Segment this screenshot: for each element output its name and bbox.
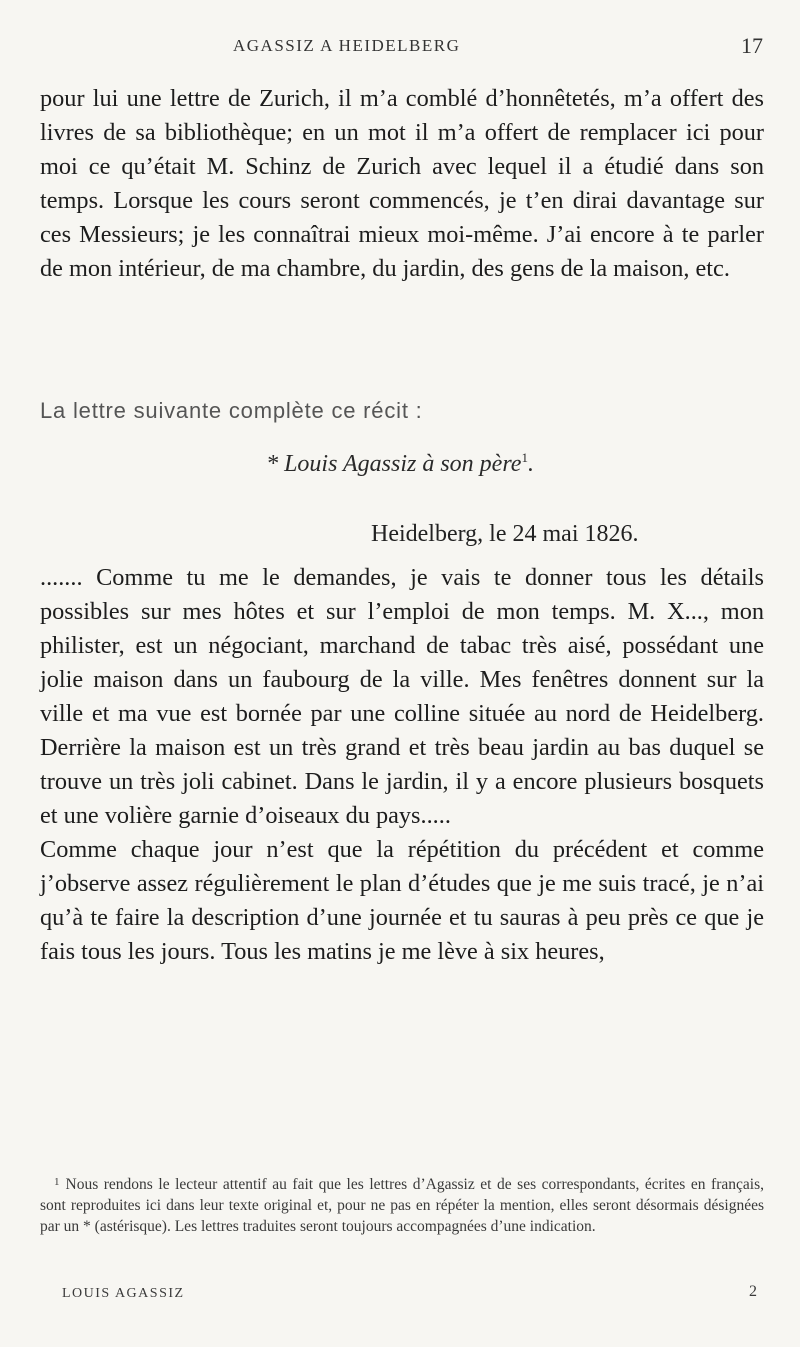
footnote <box>40 1172 764 1237</box>
footnote-text: Nous rendons le lecteur attentif au fait que les lettres d’Agassiz et de ses correspondants, écrites en français, sont reproduites ici dans leur texte original et, pour ne pas en répéter la mention, elles seront désormais désignées par un * (astérisque). Les lettres traduites seront toujours accompagnées d’une indication. <box>40 1176 764 1235</box>
letter-heading-text: * Louis Agassiz à son père <box>266 451 522 477</box>
signature-number: 2 <box>749 1283 757 1300</box>
letter-paragraph: ....... Comme tu me le demandes, je vais te donner tous les détails possibles sur mes hôtes et sur l’emploi de mon temps. M. X..., mon philister, est un négociant, marchand de tabac très aisé, possédant une jolie maison dans un faubourg de la ville. Mes fenêtres donnent sur la ville et ma vue est bornée par une colline située au nord de Heidelberg. Derrière la maison est un très grand et très beau jardin au bas duquel se trouve un très joli cabinet. Dans le jardin, il y a encore plusieurs bosquets et une volière garnie d’oiseaux du pays..... <box>40 564 764 829</box>
signature-mark: LOUIS AGASSIZ <box>62 1286 185 1301</box>
page-number: 17 <box>741 33 763 58</box>
running-title: AGASSIZ A HEIDELBERG <box>233 36 461 55</box>
letter-body <box>40 561 764 969</box>
intro-line: La lettre suivante complète ce récit : <box>40 398 423 423</box>
page-header <box>0 33 800 64</box>
letter-dateline: Heidelberg, le 24 mai 1826. <box>371 521 639 547</box>
letter-paragraph: Comme chaque jour n’est que la répétition du précédent et comme j’observe assez régulièrement le plan d’études que je me suis tracé, je n’ai qu’à te faire la description d’une journée et tu sauras à peu près ce que je fais tous les jours. Tous les matins je me lève à six heures, <box>40 836 764 965</box>
heading-period: . <box>527 451 534 477</box>
lead-paragraph-block <box>40 82 764 286</box>
footnote-marker: 1 <box>54 1176 60 1188</box>
letter-heading <box>0 450 800 478</box>
footnote-reference: 1 <box>521 450 528 465</box>
lead-paragraph: pour lui une lettre de Zurich, il m’a comblé d’honnêtetés, m’a offert des livres de sa bibliothèque; en un mot il m’a offert de remplacer ici pour moi ce qu’était M. Schinz de Zurich avec lequel il a étudié dans son temps. Lorsque les cours seront commencés, je t’en dirai davantage sur ces Messieurs; je les connaîtrai mieux moi-même. J’ai encore à te parler de mon intérieur, de ma chambre, du jardin, des gens de la maison, etc. <box>40 85 764 282</box>
